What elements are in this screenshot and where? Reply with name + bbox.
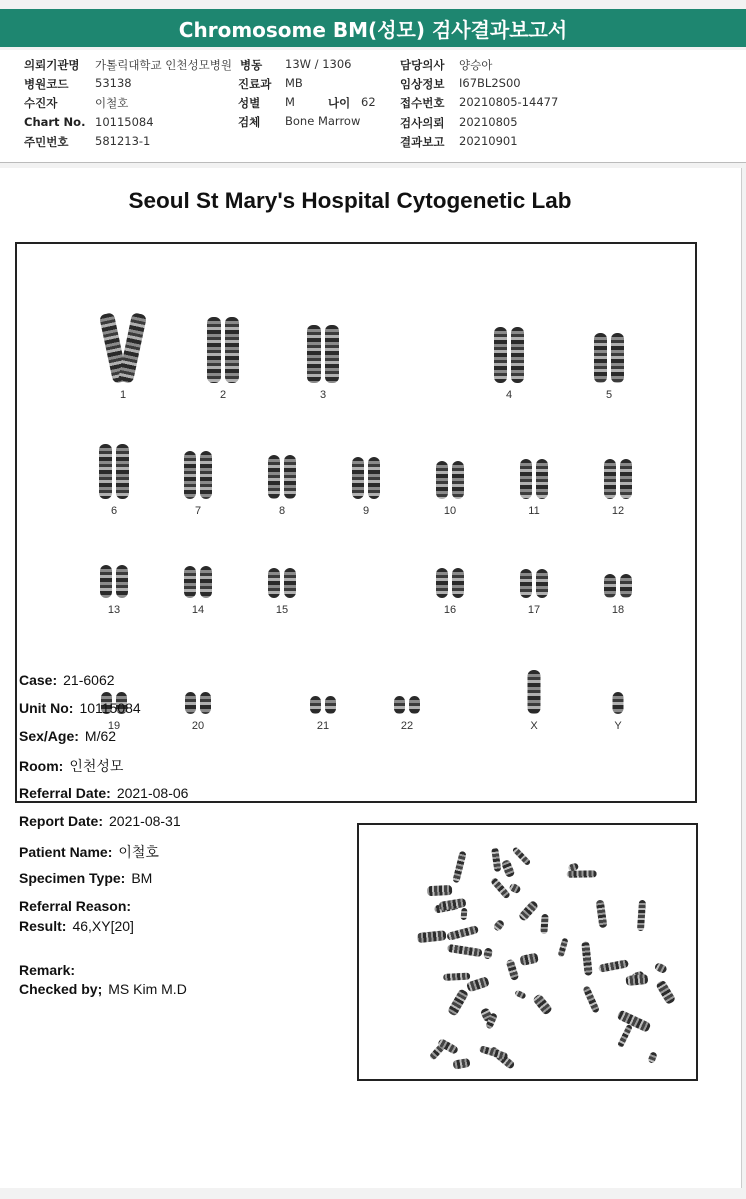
info-value: 13W / 1306 (285, 57, 352, 71)
chromosome-label-13: 13 (107, 604, 121, 616)
report-field-value: 인천성모 (69, 758, 124, 774)
chromosome-label-16: 16 (443, 604, 457, 616)
report-field-row (19, 728, 116, 744)
metaphase-chromosome (558, 937, 569, 957)
info-label: 검체 (238, 115, 261, 129)
chromosome-21 (325, 696, 336, 714)
chromosome-pair-15 (268, 568, 296, 598)
chromosome-10 (436, 461, 448, 499)
report-field-value: 2021-08-31 (109, 813, 181, 829)
report-field-label: Case: (19, 672, 58, 688)
chromosome-10 (452, 461, 464, 499)
report-field-value: 10115084 (79, 700, 141, 716)
chromosome-pair-14 (184, 566, 212, 598)
chromosome-5 (611, 333, 624, 383)
report-field-row (19, 918, 134, 934)
chromosome-label-14: 14 (191, 604, 205, 616)
chromosome-pair-21 (310, 696, 336, 714)
report-field-value: 46,XY[20] (72, 918, 134, 934)
chromosome-label-5: 5 (605, 389, 613, 401)
chromosome-18 (620, 574, 632, 598)
chromosome-8 (284, 455, 296, 499)
chromosome-label-15: 15 (275, 604, 289, 616)
metaphase-chromosome (511, 846, 531, 867)
info-value: Bone Marrow (285, 114, 361, 128)
chromosome-22 (409, 696, 420, 714)
metaphase-chromosome (654, 962, 668, 974)
metaphase-chromosome (447, 944, 483, 957)
chromosome-3 (307, 325, 321, 383)
lab-title: Seoul St Mary's Hospital Cytogenetic Lab (128, 188, 572, 213)
metaphase-chromosome (626, 974, 649, 986)
metaphase-chromosome (582, 941, 593, 975)
chromosome-pair-2 (207, 317, 239, 383)
metaphase-chromosome (460, 908, 467, 920)
chromosome-9 (368, 457, 380, 499)
chromosome-20 (185, 692, 196, 714)
chromosome-label-4: 4 (505, 389, 513, 401)
chromosome-15 (284, 568, 296, 598)
chromosome-6 (116, 444, 129, 499)
metaphase-chromosome (452, 851, 466, 883)
chromosome-4 (494, 327, 507, 383)
chromosome-15 (268, 568, 280, 598)
chromosome-3 (325, 325, 339, 383)
chromosome-label-6: 6 (110, 505, 118, 517)
metaphase-chromosome (514, 990, 527, 1001)
chromosome-label-8: 8 (278, 505, 286, 517)
chromosome-13 (100, 565, 112, 598)
chromosome-21 (310, 696, 321, 714)
karyogram-panel (15, 242, 697, 803)
chromosome-pair-X (528, 670, 541, 714)
info-value: 이철호 (95, 96, 129, 110)
chromosome-pair-17 (520, 569, 548, 598)
chromosome-pair-4 (494, 327, 524, 383)
chromosome-12 (620, 459, 632, 499)
report-field-value: 21-6062 (63, 672, 115, 688)
chromosome-17 (536, 569, 548, 598)
info-label: Chart No. (24, 115, 86, 129)
chromosome-18 (604, 574, 616, 598)
info-value: 20210901 (459, 134, 518, 148)
chromosome-label-21: 21 (316, 720, 330, 732)
metaphase-chromosome (505, 958, 519, 981)
metaphase-chromosome (443, 973, 471, 981)
chromosome-7 (184, 451, 196, 499)
chromosome-22 (394, 696, 405, 714)
chromosome-14 (200, 566, 212, 598)
info-label: 임상정보 (400, 77, 445, 91)
chromosome-pair-8 (268, 455, 296, 499)
report-field-value: 이철호 (118, 844, 159, 860)
chromosome-label-10: 10 (443, 505, 457, 517)
report-field-label: Referral Date: (19, 785, 111, 801)
chromosome-label-20: 20 (191, 720, 205, 732)
metaphase-chromosome (446, 988, 468, 1016)
chromosome-17 (520, 569, 532, 598)
report-field-label: Specimen Type: (19, 870, 126, 886)
report-field-row (19, 898, 137, 914)
karyotype-report (0, 168, 742, 1188)
metaphase-chromosome (489, 877, 510, 900)
chromosome-label-7: 7 (194, 505, 202, 517)
info-value: 20210805 (459, 115, 518, 129)
chromosome-5 (594, 333, 607, 383)
report-field-row (19, 672, 115, 688)
chromosome-pair-Y (613, 692, 624, 714)
chromosome-X (528, 670, 541, 714)
report-field-value: MS Kim M.D (108, 981, 187, 997)
info-value: 62 (361, 95, 376, 109)
metaphase-chromosome (616, 1009, 651, 1032)
info-label: 병동 (240, 58, 263, 72)
report-title: Chromosome BM(성모) 검사결과보고서 (178, 17, 568, 42)
info-value: M (285, 95, 295, 109)
report-field-label: Sex/Age: (19, 728, 79, 744)
chromosome-13 (116, 565, 128, 598)
chromosome-label-1: 1 (119, 389, 127, 401)
chromosome-pair-12 (604, 459, 632, 499)
chromosome-11 (520, 459, 532, 499)
chromosome-label-17: 17 (527, 604, 541, 616)
chromosome-label-X: X (530, 720, 538, 732)
chromosome-2 (225, 317, 239, 383)
metaphase-chromosome (452, 1058, 471, 1070)
chromosome-label-2: 2 (219, 389, 227, 401)
info-value: 가톨릭대학교 인천성모병원 (95, 58, 232, 72)
chromosome-label-9: 9 (362, 505, 370, 517)
chromosome-16 (452, 568, 464, 598)
report-field-row (19, 981, 187, 997)
info-label: 나이 (328, 96, 351, 110)
report-field-label: Patient Name: (19, 844, 113, 860)
chromosome-4 (511, 327, 524, 383)
chromosome-pair-10 (436, 461, 464, 499)
metaphase-chromosome (541, 914, 549, 935)
chromosome-pair-9 (352, 457, 380, 499)
chromosome-pair-13 (100, 565, 128, 598)
chromosome-pair-5 (594, 333, 624, 383)
chromosome-label-19: 19 (107, 720, 121, 732)
metaphase-chromosome (518, 899, 539, 921)
metaphase-chromosome (596, 900, 607, 929)
metaphase-chromosome (446, 925, 478, 940)
chromosome-11 (536, 459, 548, 499)
chromosome-label-22: 22 (400, 720, 414, 732)
chromosome-14 (184, 566, 196, 598)
report-field-row (19, 756, 123, 776)
info-value: 양승아 (459, 58, 493, 72)
info-value: 20210805-14477 (459, 95, 559, 109)
metaphase-chromosome (501, 859, 515, 878)
metaphase-chromosome (637, 900, 646, 931)
report-field-value: BM (131, 870, 153, 886)
info-value: MB (285, 76, 303, 90)
chromosome-pair-11 (520, 459, 548, 499)
chromosome-9 (352, 457, 364, 499)
report-field-label: Room: (19, 758, 64, 774)
chromosome-pair-22 (394, 696, 420, 714)
report-field-label: Unit No: (19, 700, 74, 716)
chromosome-Y (613, 692, 624, 714)
chromosome-16 (436, 568, 448, 598)
info-label: 성별 (238, 96, 261, 110)
patient-info-panel (0, 50, 746, 163)
report-field-label: Referral Reason: (19, 898, 132, 914)
info-label: 진료과 (238, 77, 272, 91)
report-field-value: 2021-08-06 (116, 785, 189, 801)
metaphase-chromosome (617, 1024, 633, 1048)
chromosome-12 (604, 459, 616, 499)
report-title-bar (0, 9, 746, 47)
chromosome-label-18: 18 (611, 604, 625, 616)
chromosome-pair-6 (99, 444, 129, 499)
info-label: 주민번호 (24, 135, 69, 149)
report-field-value: M/62 (84, 728, 117, 744)
info-label: 수진자 (24, 96, 58, 110)
chromosome-pair-20 (185, 692, 211, 714)
report-field-row (19, 700, 141, 716)
info-label: 의뢰기관명 (24, 58, 80, 72)
metaphase-chromosome (509, 882, 522, 894)
report-field-row (19, 785, 188, 801)
chromosome-8 (268, 455, 280, 499)
chromosome-pair-18 (604, 574, 632, 598)
info-label: 병원코드 (24, 77, 69, 91)
metaphase-chromosome (647, 1051, 657, 1064)
chromosome-7 (200, 451, 212, 499)
chromosome-label-11: 11 (528, 505, 540, 517)
chromosome-6 (99, 444, 112, 499)
chromosome-1 (118, 312, 147, 384)
metaphase-chromosome (598, 959, 628, 972)
chromosome-pair-1 (106, 313, 140, 383)
metaphase-chromosome (656, 979, 677, 1005)
metaphase-chromosome (417, 930, 447, 942)
metaphase-chromosome (518, 952, 538, 965)
info-value: I67BL2S00 (459, 76, 521, 90)
info-value: 10115084 (95, 115, 154, 129)
chromosome-label-Y: Y (614, 720, 622, 732)
metaphase-chromosome (491, 847, 501, 871)
chromosome-label-12: 12 (611, 505, 625, 517)
report-field-row (19, 870, 152, 886)
metaphase-chromosome (493, 918, 506, 931)
info-label: 접수번호 (400, 96, 445, 110)
report-field-label: Checked by; (19, 981, 103, 997)
chromosome-label-3: 3 (319, 389, 327, 401)
info-label: 담당의사 (400, 58, 445, 72)
report-field-row (19, 962, 81, 978)
report-field-label: Result: (19, 918, 67, 934)
chromosome-20 (200, 692, 211, 714)
report-field-row (19, 842, 159, 862)
info-value: 581213-1 (95, 134, 151, 148)
chromosome-pair-3 (307, 325, 339, 383)
info-label: 결과보고 (400, 135, 445, 149)
chromosome-pair-7 (184, 451, 212, 499)
info-label: 검사의뢰 (400, 116, 445, 130)
metaphase-chromosome (583, 985, 601, 1014)
metaphase-chromosome (427, 885, 452, 896)
metaphase-chromosome (533, 993, 553, 1015)
chromosome-pair-16 (436, 568, 464, 598)
report-field-row (19, 813, 181, 829)
metaphase-chromosome (483, 947, 493, 960)
metaphase-image (357, 823, 698, 1081)
report-field-label: Report Date: (19, 813, 104, 829)
info-value: 53138 (95, 76, 132, 90)
metaphase-chromosome (567, 871, 597, 879)
chromosome-2 (207, 317, 221, 383)
report-field-label: Remark: (19, 962, 76, 978)
